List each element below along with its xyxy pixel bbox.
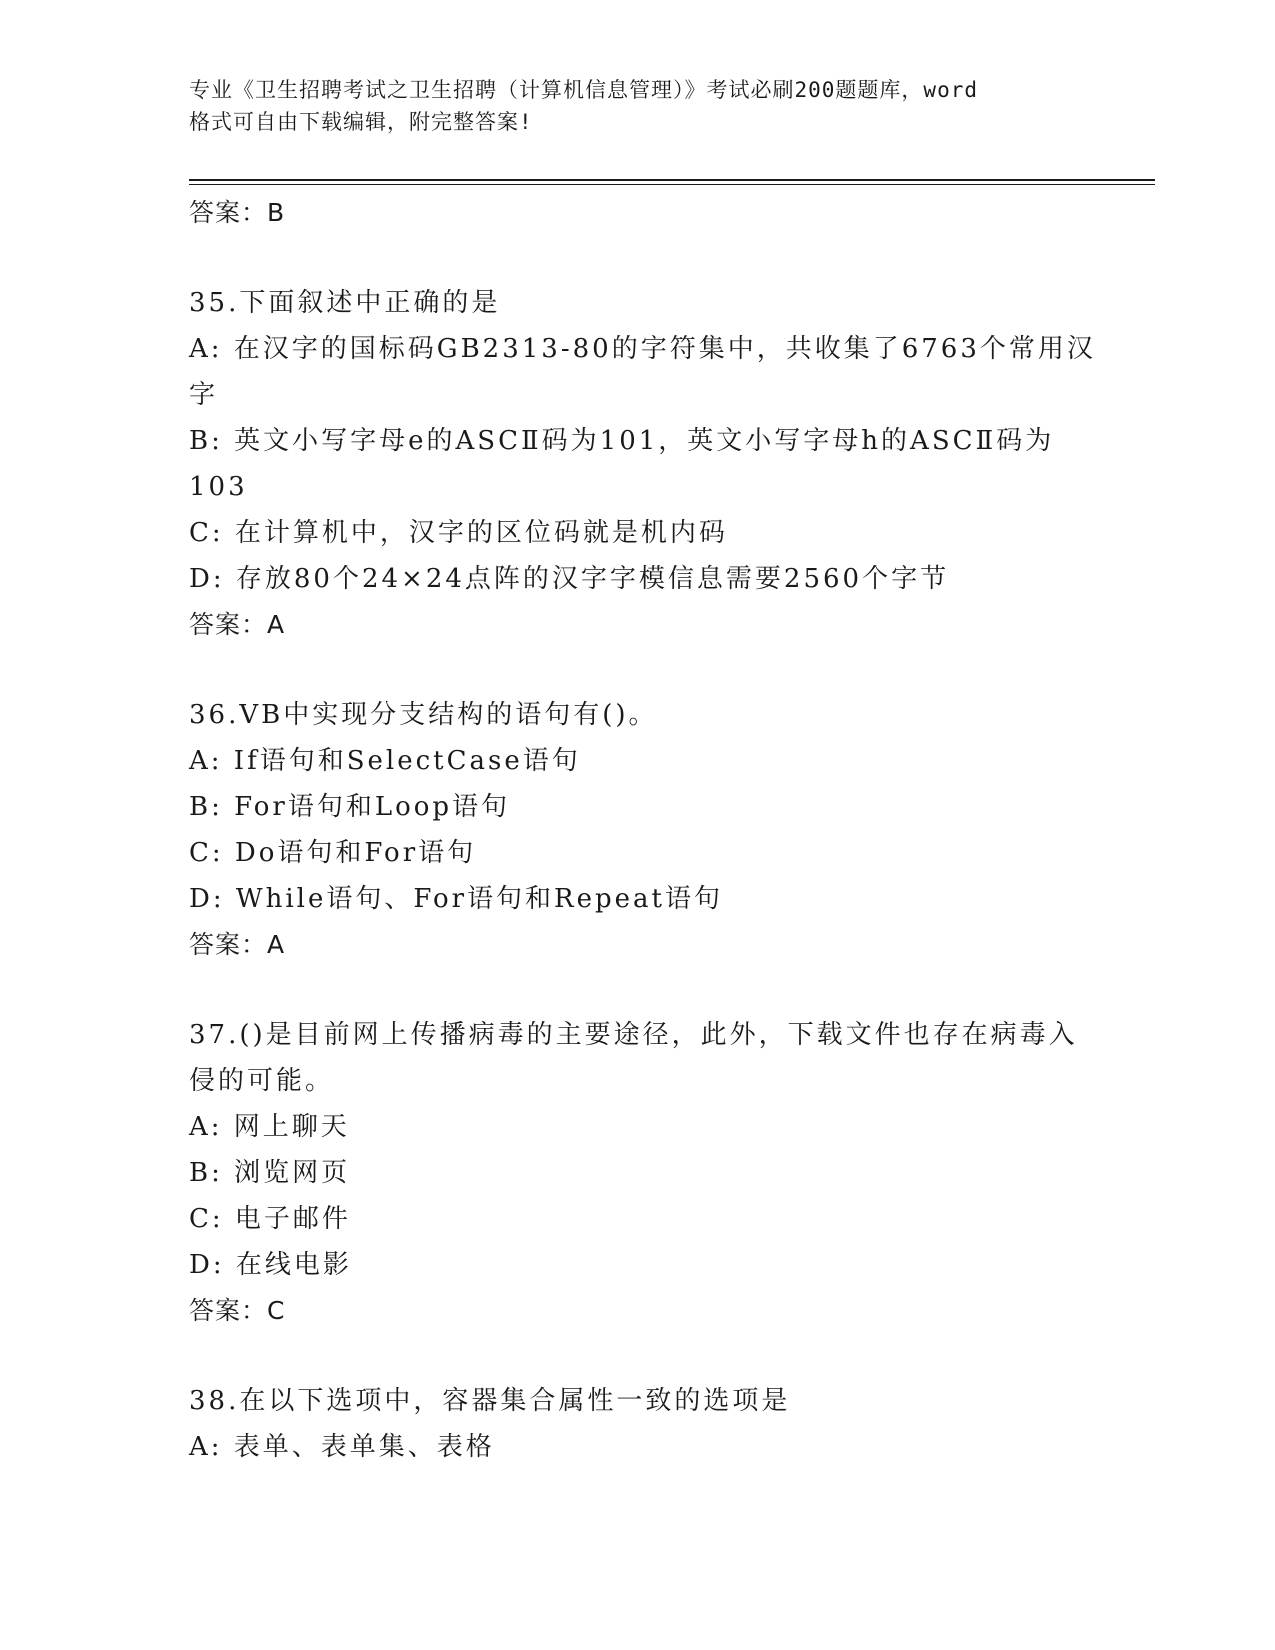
- option-a: A: 网上聊天: [189, 1112, 350, 1142]
- option-a-continued: 字: [189, 380, 219, 410]
- answer: 答案：A: [189, 610, 286, 639]
- spacer: [189, 648, 1089, 692]
- question-stem: 35.下面叙述中正确的是: [189, 288, 501, 318]
- question-38: [189, 1378, 1089, 1470]
- question-37: [189, 1012, 1089, 1334]
- answer: 答案：A: [189, 930, 286, 959]
- spacer: [189, 1334, 1089, 1378]
- option-c: C: 电子邮件: [189, 1204, 351, 1234]
- option-b: B: 浏览网页: [189, 1158, 351, 1188]
- question-stem-continued: 侵的可能。: [189, 1066, 335, 1096]
- option-b: B: 英文小写字母e的ASCⅡ码为101，英文小写字母h的ASCⅡ码为: [189, 426, 1055, 456]
- option-c: C: 在计算机中，汉字的区位码就是机内码: [189, 518, 728, 548]
- option-a: A: 表单、表单集、表格: [189, 1432, 495, 1462]
- question-stem: 36.VB中实现分支结构的语句有()。: [189, 700, 658, 730]
- previous-answer: 答案：B: [189, 198, 286, 227]
- question-list: [189, 190, 1096, 1470]
- spacer: [189, 236, 1089, 280]
- document-header: [189, 74, 1089, 138]
- header-line-1: 专业《卫生招聘考试之卫生招聘（计算机信息管理）》考试必刷200题题库，word: [189, 78, 978, 102]
- option-d: D: While语句、For语句和Repeat语句: [189, 884, 723, 914]
- question-stem: 38.在以下选项中，容器集合属性一致的选项是: [189, 1386, 791, 1416]
- spacer: [189, 968, 1089, 1012]
- header-divider-thin: [189, 184, 1155, 185]
- option-c: C: Do语句和For语句: [189, 838, 477, 868]
- option-d: D: 在线电影: [189, 1250, 352, 1280]
- option-b-continued: 103: [189, 472, 248, 502]
- question-stem: 37.()是目前网上传播病毒的主要途径，此外，下载文件也存在病毒入: [189, 1020, 1078, 1050]
- answer: 答案：C: [189, 1296, 286, 1325]
- option-a: A: If语句和SelectCase语句: [189, 746, 581, 776]
- option-b: B: For语句和Loop语句: [189, 792, 511, 822]
- question-35: [189, 280, 1096, 648]
- header-divider-thick: [189, 179, 1155, 181]
- option-a: A: 在汉字的国标码GB2313-80的字符集中，共收集了6763个常用汉: [189, 334, 1096, 364]
- header-line-2: 格式可自由下载编辑，附完整答案!: [189, 110, 533, 134]
- option-d: D: 存放80个24×24点阵的汉字字模信息需要2560个字节: [189, 564, 950, 594]
- question-36: [189, 692, 1089, 968]
